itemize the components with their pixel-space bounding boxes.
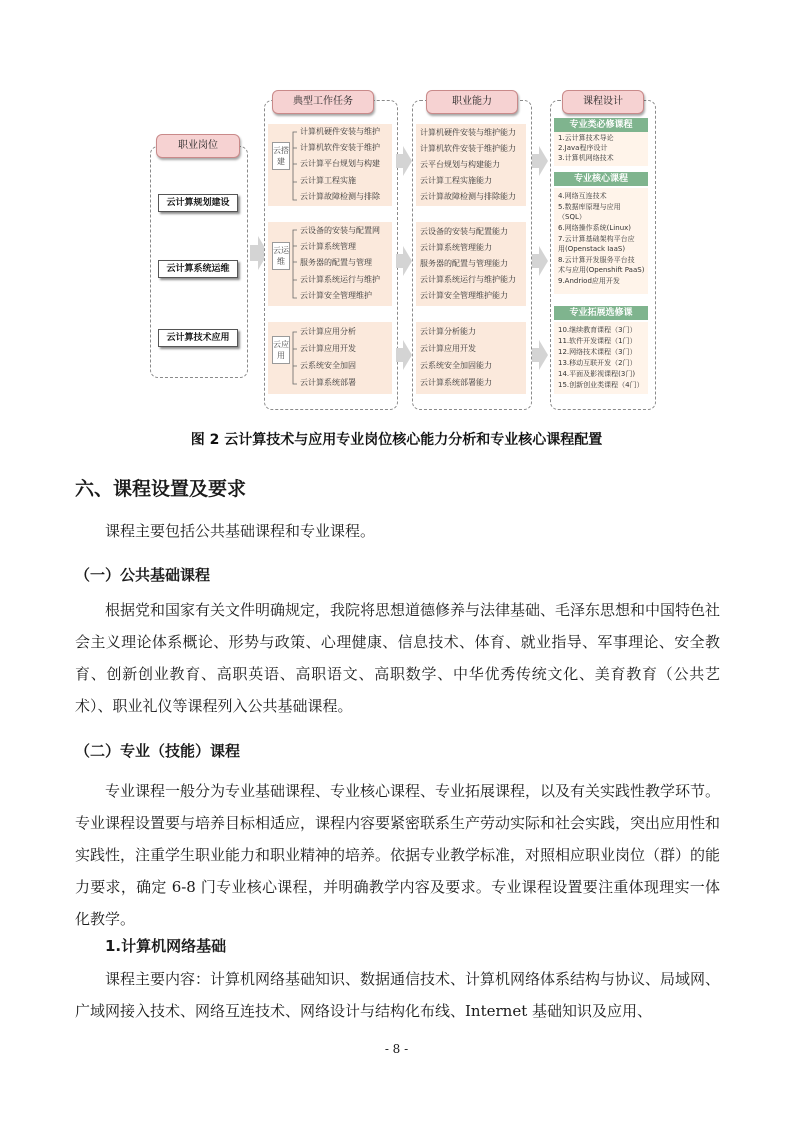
figure-caption: 图 2 云计算技术与应用专业岗位核心能力分析和专业核心课程配置 [190, 432, 603, 448]
course-item: 9.Andriod应用开发 [558, 277, 620, 285]
task-item: 云计算应用分析 [300, 327, 356, 336]
course-network-paragraph: 课程主要内容：计算机网络基础知识、数据通信技术、计算机网络体系结构与协议、局域网、广域网接入技术、网络互连技术、网络设计与结构化布线、Internet 基础知识及应用、 [75, 970, 721, 1020]
course-item: 15.创新创业类课程（4门） [558, 381, 644, 389]
course-item: 术与应用(Openshift PaaS) [558, 266, 645, 274]
arrow-abilities-to-courses-3 [532, 340, 548, 370]
course-item: 3.计算机网络技术 [558, 154, 614, 162]
ability-item: 云计算系统管理能力 [420, 243, 492, 252]
course-group-title: 专业拓展选修课 [554, 306, 648, 320]
course-item: 13.移动互联开发（2门） [558, 359, 637, 367]
course-item: 7.云计算基础架构平台应 [558, 235, 635, 243]
course-item: 10.继续教育课程（3门） [558, 326, 637, 334]
ability-item: 云计算故障检测与排除能力 [420, 192, 516, 201]
professional-courses-paragraph: 专业课程一般分为专业基础课程、专业核心课程、专业拓展课程，以及有关实践性教学环节。专业课程设置要与培养目标相适应，课程内容要紧密联系生产劳动实际和社会实践，突出应用性和实践性，注重学生职业能力和职业精神的培养。依据专业教学标准，对照相应职业岗位（群）的能力要求，确定 6-8 门专业核心课程，并明确教学内容及要求。专业课程设置要注重体现理实一体化教学。 [75, 782, 721, 928]
task-item: 云计算安全管理维护 [300, 291, 372, 300]
task-item: 云计算系统管理 [300, 242, 356, 251]
ability-item: 云平台规划与构建能力 [420, 160, 500, 169]
section-title: 六、课程设置及要求 [75, 478, 247, 500]
public-courses-paragraph: 根据党和国家有关文件明确规定，我院将思想道德修养与法律基础、毛泽东思想和中国特色社会主义理论体系概论、形势与政策、心理健康、信息技术、体育、就业指导、军事理论、安全教育、创新创业教育、高职英语、高职语文、高职数学、中华优秀传统文化、美育教育（公共艺术）、职业礼仪等课程列入公共基础课程。 [75, 601, 721, 715]
task-item: 云计算系统运行与维护 [300, 275, 380, 284]
arrow-tasks-to-abilities-3 [396, 340, 412, 370]
arrow-tasks-to-abilities-2 [396, 246, 412, 276]
task-item: 云计算应用开发 [300, 344, 356, 353]
ability-item: 服务器的配置与管理能力 [420, 259, 508, 268]
task-item: 计算机软件安装于维护 [300, 143, 380, 152]
task-group-build-bracket [290, 128, 298, 204]
task-group-ops-label: 云运维 [272, 242, 290, 270]
task-item: 云系统安全加固 [300, 361, 356, 370]
course-title-network: 1.计算机网络基础 [105, 937, 227, 955]
tasks-header: 典型工作任务 [272, 90, 374, 114]
ability-item: 计算机软件安装于维护能力 [420, 144, 516, 153]
task-item: 云设备的安装与配置网 [300, 226, 380, 235]
page-number: - 8 - [384, 1042, 409, 1056]
job-planning: 云计算规划建设 [158, 194, 238, 212]
ability-item: 计算机硬件安装与维护能力 [420, 128, 516, 137]
ability-item: 云计算应用开发 [420, 344, 476, 353]
job-operations: 云计算系统运维 [158, 260, 238, 278]
task-item: 云计算系统部署 [300, 378, 356, 387]
jobs-header: 职业岗位 [156, 134, 240, 158]
ability-item: 云系统安全加固能力 [420, 361, 492, 370]
task-group-ops-bracket [290, 226, 298, 304]
course-item: 8.云计算开发服务平台技 [558, 256, 635, 264]
course-item: 5.数据库原理与应用 [558, 203, 621, 211]
task-group-app-label: 云应用 [272, 336, 290, 364]
task-item: 服务器的配置与管理 [300, 258, 372, 267]
job-application: 云计算技术应用 [158, 329, 238, 347]
course-item: 4.网络互连技术 [558, 192, 607, 200]
task-group-app-bracket [290, 328, 298, 388]
ability-item: 云计算工程实施能力 [420, 176, 492, 185]
ability-item: 云计算系统运行与维护能力 [420, 275, 516, 284]
task-item: 云计算工程实施 [300, 176, 356, 185]
career-course-diagram [150, 84, 662, 414]
course-group-title: 专业核心课程 [554, 172, 648, 186]
course-group-title: 专业类必修课程 [554, 118, 648, 132]
course-item: 1.云计算技术导论 [558, 134, 614, 142]
subsection-title-professional: （二）专业（技能）课程 [75, 742, 241, 760]
course-item: 6.网络操作系统(Linux) [558, 224, 632, 232]
course-item: （SQL） [558, 213, 586, 221]
course-item: 12.网络技术课程（3门） [558, 348, 637, 356]
ability-item: 云计算安全管理维护能力 [420, 291, 508, 300]
task-item: 云计算平台规划与构建 [300, 159, 380, 168]
courses-header: 课程设计 [562, 90, 644, 114]
ability-item: 云计算分析能力 [420, 327, 476, 336]
arrow-tasks-to-abilities-1 [396, 146, 412, 176]
arrow-abilities-to-courses-2 [532, 246, 548, 276]
intro-paragraph: 课程主要包括公共基础课程和专业课程。 [105, 522, 376, 540]
arrow-abilities-to-courses-1 [532, 146, 548, 176]
course-item: 用(Openstack IaaS) [558, 245, 626, 253]
abilities-header: 职业能力 [426, 90, 518, 114]
ability-item: 云计算系统部署能力 [420, 378, 492, 387]
task-group-build-label: 云搭建 [272, 142, 290, 170]
course-item: 11.软件开发课程（1门） [558, 337, 637, 345]
course-item: 14.平面及影视课程(3门) [558, 370, 636, 378]
task-item: 计算机硬件安装与维护 [300, 127, 380, 136]
ability-item: 云设备的安装与配置能力 [420, 227, 508, 236]
course-item: 2.Java程序设计 [558, 144, 608, 152]
task-item: 云计算故障检测与排除 [300, 192, 380, 201]
subsection-title-public: （一）公共基础课程 [75, 566, 211, 584]
